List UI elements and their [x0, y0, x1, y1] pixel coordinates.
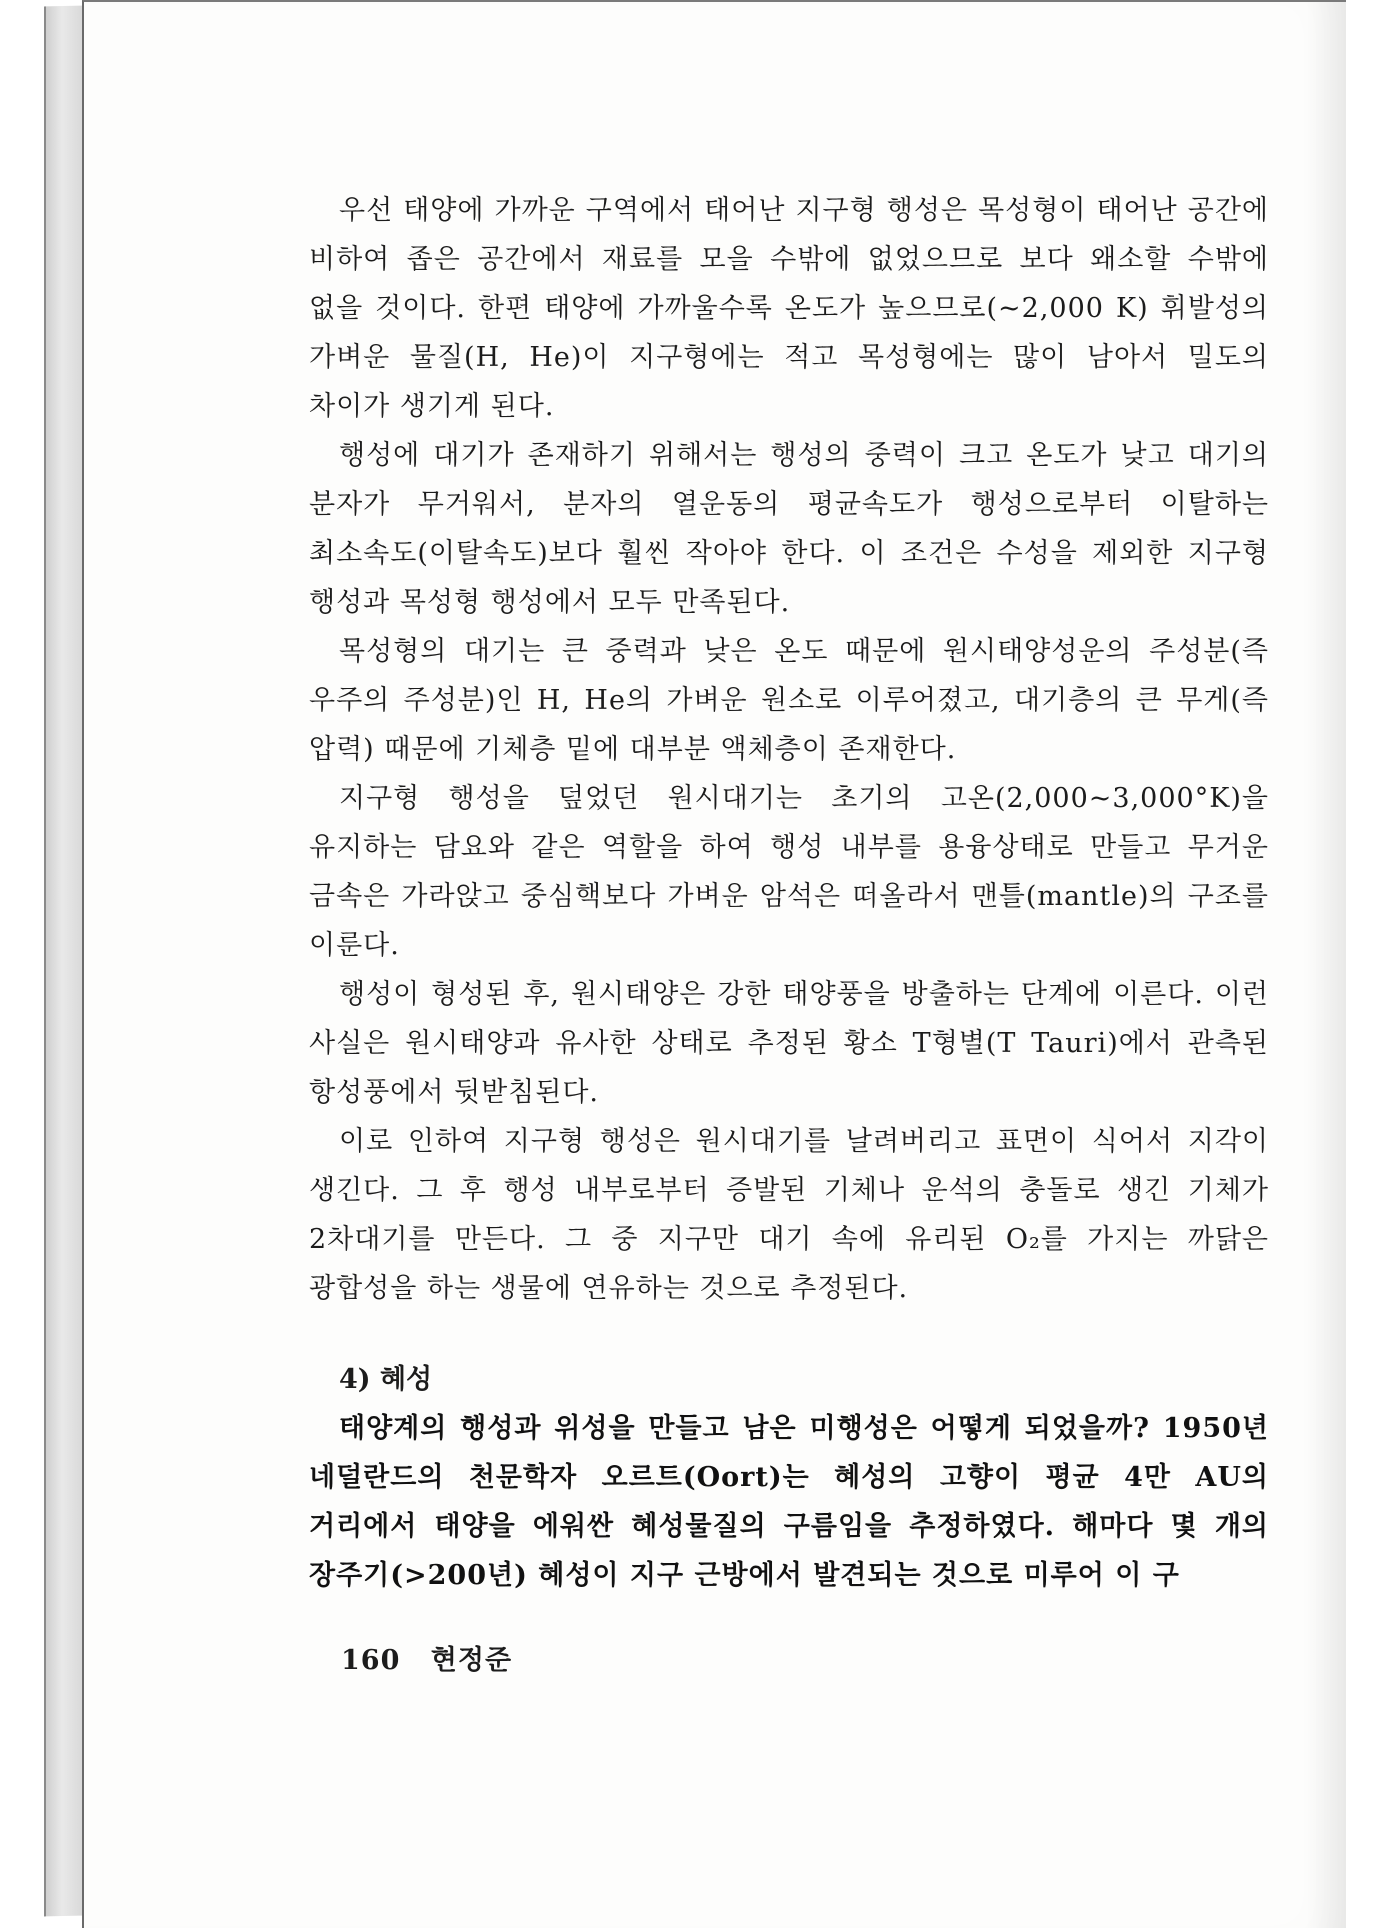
page-shadow	[1306, 2, 1346, 1928]
paragraph-4: 지구형 행성을 덮었던 원시대기는 초기의 고온(2,000~3,000°K)을 유지하는 담요와 같은 역할을 하여 행성 내부를 용융상태로 만들고 무거운 금속은 가라앉고 중심핵보다 가벼운 암석은 떠올라서 맨틀(mantle)의 구조를 이룬다.	[309, 783, 1269, 961]
page-number: 160	[341, 1645, 401, 1676]
page-footer	[341, 1638, 532, 1677]
paragraph-3: 목성형의 대기는 큰 중력과 낮은 온도 때문에 원시태양성운의 주성분(즉 우주의 주성분)인 H, He의 가벼운 원소로 이루어졌고, 대기층의 큰 무게(즉 압력) 때문에 기체층 밑에 대부분 액체층이 존재한다.	[309, 636, 1269, 765]
section-paragraph: 태양계의 행성과 위성을 만들고 남은 미행성은 어떻게 되었을까? 1950년 네덜란드의 천문학자 오르트(Oort)는 혜성의 고향이 평균 4만 AU의 거리에서 태양을 에워싼 혜성물질의 구름임을 추정하였다. 해마다 몇 개의 장주기(>200년) 혜성이 지구 근방에서 발견되는 것으로 미루어 이 구	[309, 1413, 1269, 1591]
paragraph-1: 우선 태양에 가까운 구역에서 태어난 지구형 행성은 목성형이 태어난 공간에 비하여 좁은 공간에서 재료를 모을 수밖에 없었으므로 보다 왜소할 수밖에 없을 것이다. 한편 태양에 가까울수록 온도가 높으므로(~2,000 K) 휘발성의 가벼운 물질(H, He)이 지구형에는 적고 목성형에는 많이 남아서 밀도의 차이가 생기게 된다.	[309, 195, 1269, 422]
book-spine-edge	[44, 6, 86, 1917]
page-body	[309, 186, 1269, 1600]
paragraph-5: 행성이 형성된 후, 원시태양은 강한 태양풍을 방출하는 단계에 이른다. 이런 사실은 원시태양과 유사한 상태로 추정된 황소 T형별(T Tauri)에서 관측된 항성풍에서 뒷받침된다.	[309, 979, 1269, 1108]
paragraph-6: 이로 인하여 지구형 행성은 원시대기를 날려버리고 표면이 식어서 지각이 생긴다. 그 후 행성 내부로부터 증발된 기체나 운석의 충돌로 생긴 기체가 2차대기를 만든다. 그 중 지구만 대기 속에 유리된 O₂를 가지는 까닭은 광합성을 하는 생물에 연유하는 것으로 추정된다.	[309, 1126, 1269, 1304]
section-heading: 4) 혜성	[339, 1364, 433, 1395]
author-name: 현정준	[430, 1645, 513, 1676]
paragraph-2: 행성에 대기가 존재하기 위해서는 행성의 중력이 크고 온도가 낮고 대기의 분자가 무거워서, 분자의 열운동의 평균속도가 행성으로부터 이탈하는 최소속도(이탈속도)보다 훨씬 작아야 한다. 이 조건은 수성을 제외한 지구형 행성과 목성형 행성에서 모두 만족된다.	[309, 440, 1269, 618]
